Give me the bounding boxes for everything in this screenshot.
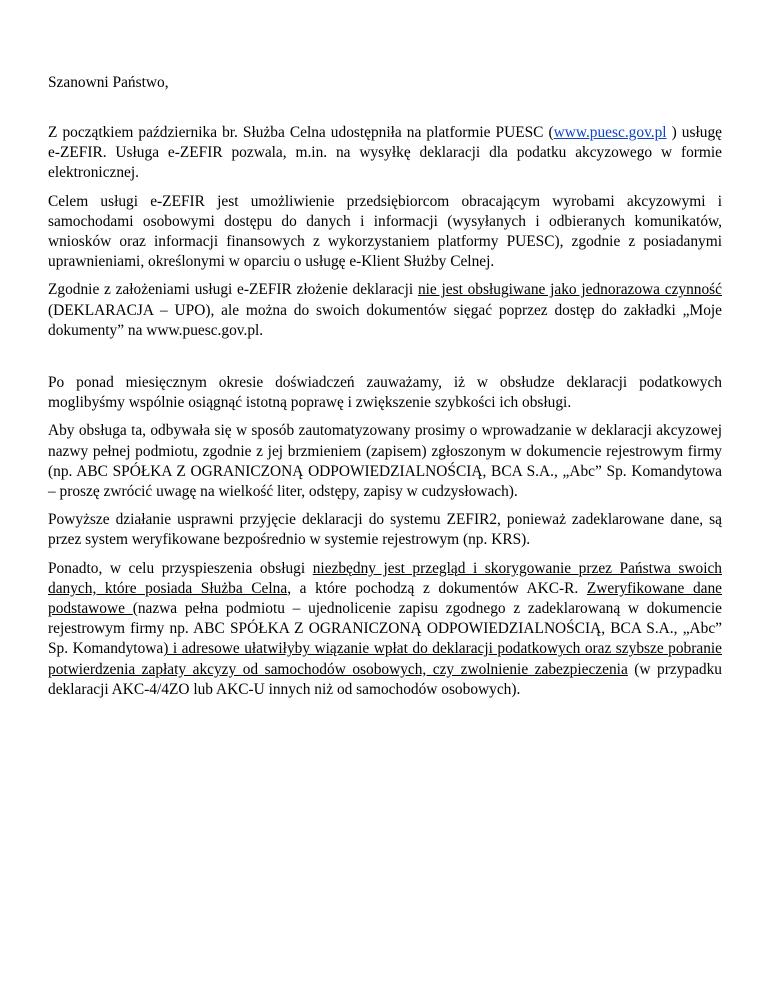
spacer <box>48 272 722 280</box>
declaration-text-end: (DEKLARACJA – UPO), ale można do swoich dokumentów sięgać poprzez dostęp do zakładki „Moje dokumenty” na www.puesc.gov.pl. <box>48 301 722 339</box>
spacer <box>48 551 722 559</box>
review-underlined-1: niezbędny jest przegląd i skorygowanie przez Państwa swoich danych, które posiada Służba Celna <box>48 559 722 597</box>
declaration-underlined: nie jest obsługiwane jako jednorazowa czynność <box>417 281 723 299</box>
paragraph-intro <box>48 123 722 184</box>
review-text-3: (nazwa pełna podmiotu – ujednolicenie zapisu zgodnego z zadeklarowaną w dokumencie rejestrowym firmy np. ABC SPÓŁKA Z OGRANICZONĄ ODPOWIEDZIALNOŚCIĄ, BCA S.A., „Abc” Sp. Komandytowa <box>48 600 722 658</box>
greeting: Szanowni Państwo, <box>48 74 169 91</box>
spacer <box>48 184 722 192</box>
spacer <box>48 93 722 123</box>
paragraph-review <box>48 559 722 700</box>
puesc-link[interactable]: www.puesc.gov.pl <box>553 124 667 141</box>
paragraph-automation: Aby obsługa ta, odbywała się w sposób zautomatyzowany prosimy o wprowadzanie w deklaracji akcyzowej nazwy pełnej podmiotu, zgodnie z jej brzmieniem (zapisem) zgłoszonym w dokumencie rejestrowym firmy (np. ABC SPÓŁKA Z OGRANICZONĄ ODPOWIEDZIALNOŚCIĄ, BCA S.A., „Abc” Sp. Komandytowa – proszę zwrócić uwagę na wielkość liter, odstępy, zapisy w cudzysłowach). <box>48 422 722 501</box>
declaration-text-start: Zgodnie z założeniami usługi e-ZEFIR złożenie deklaracji <box>48 281 418 299</box>
letter-body <box>48 73 722 700</box>
review-underlined-2: Zweryfikowane dane podstawowe <box>48 579 722 618</box>
intro-text-end: ) usługę e-ZEFIR. Usługa e-ZEFIR pozwala, m.in. na wysyłkę deklaracji dla podatku akcyzowego w formie elektronicznej. <box>48 124 722 182</box>
review-text-4: (w przypadku deklaracji AKC-4/4ZO lub AKC-U innych niż od samochodów osobowych). <box>48 660 722 698</box>
paragraph-experience: Po ponad miesięcznym okresie doświadczeń zauważamy, iż w obsłudze deklaracji podatkowych moglibyśmy wspólnie osiągnąć istotną poprawę i zwiększenie szybkości ich obsługi. <box>48 374 722 412</box>
paragraph-declaration <box>48 280 722 341</box>
intro-text-start: Z początkiem października br. Służba Celna udostępniła na platformie PUESC ( <box>48 124 554 141</box>
spacer <box>48 413 722 421</box>
review-underlined-3: ) i adresowe ułatwiłyby wiązanie wpłat do deklaracji podatkowych oraz szybsze pobranie potwierdzenia zapłaty akcyzy od samochodów osobowych, czy zwolnienie zabezpieczenia <box>48 640 722 678</box>
review-text-2: , a które pochodzą z dokumentów AKC-R. <box>287 579 587 597</box>
spacer <box>48 341 722 373</box>
paragraph-zefir2: Powyższe działanie usprawni przyjęcie deklaracji do systemu ZEFIR2, ponieważ zadeklarowane dane, są przez system weryfikowane bezpośrednio w systemie rejestrowym (np. KRS). <box>48 511 722 549</box>
paragraph-purpose: Celem usługi e-ZEFIR jest umożliwienie przedsiębiorcom obracającym wyrobami akcyzowymi i samochodami osobowymi dostępu do danych i informacji (wysyłanych i odbieranych komunikatów, wniosków oraz informacji finansowych z wykorzystaniem platformy PUESC), zgodnie z posiadanymi uprawnieniami, określonymi w oparciu o usługę e-Klient Służby Celnej. <box>48 192 722 271</box>
spacer <box>48 502 722 510</box>
review-text-1: Ponadto, w celu przyspieszenia obsługi <box>48 559 313 577</box>
